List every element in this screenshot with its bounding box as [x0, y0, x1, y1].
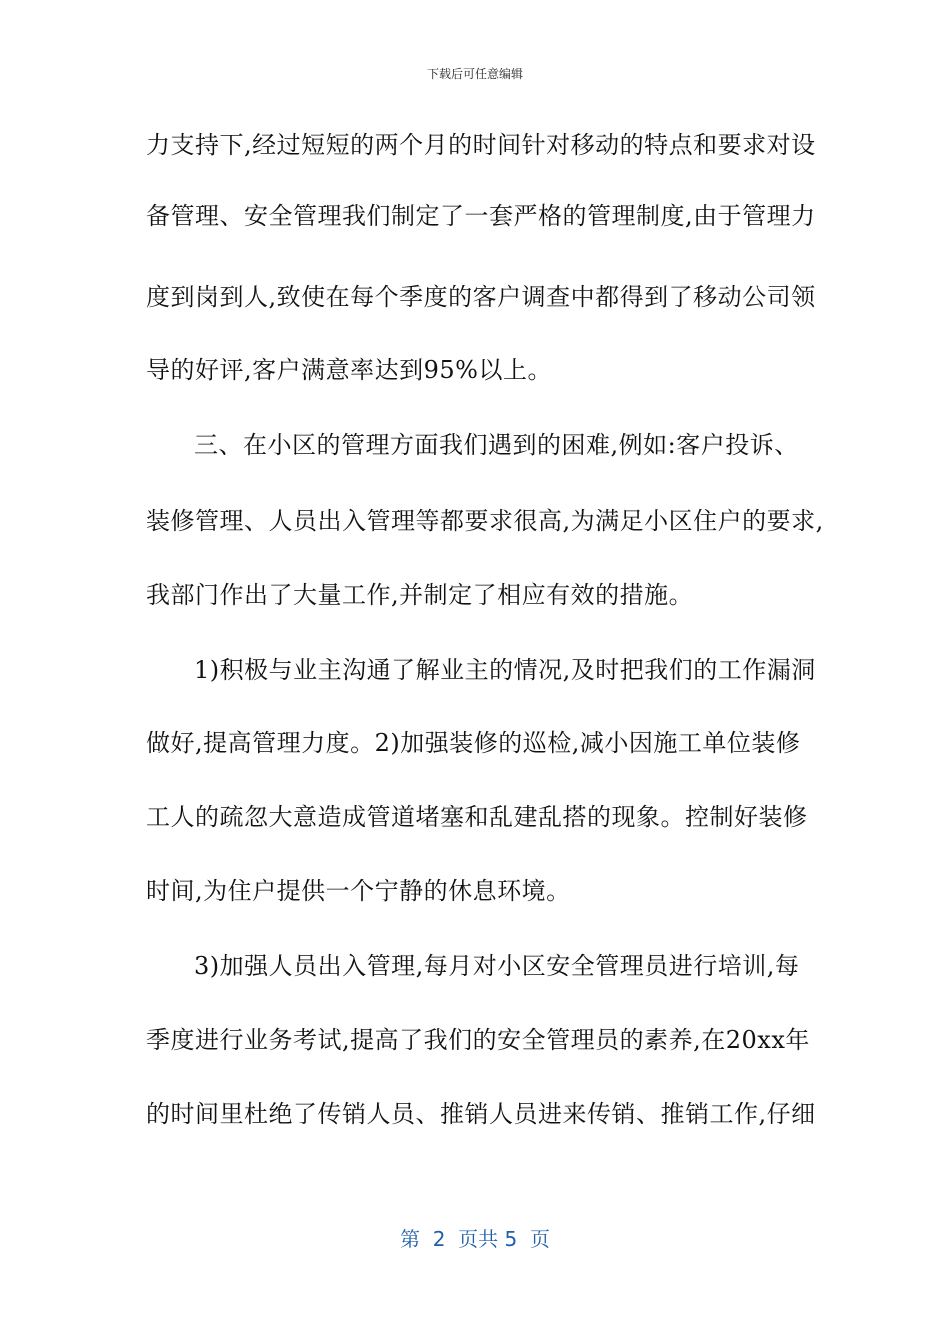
body-line-5: 三、在小区的管理方面我们遇到的困难,例如:客户投诉、 [194, 431, 799, 459]
body-line-14: 的时间里杜绝了传销人员、推销人员进来传销、推销工作,仔细 [146, 1100, 816, 1128]
body-line-3: 度到岗到人,致使在每个季度的客户调查中都得到了移动公司领 [146, 283, 816, 311]
body-line-1: 力支持下,经过短短的两个月的时间针对移动的特点和要求对设 [146, 131, 816, 159]
body-line-10: 工人的疏忽大意造成管道堵塞和乱建乱搭的现象。控制好装修 [146, 803, 808, 831]
body-line-12: 3)加强人员出入管理,每月对小区安全管理员进行培训,每 [194, 952, 800, 980]
body-line-7: 我部门作出了大量工作,并制定了相应有效的措施。 [146, 581, 694, 609]
body-line-8: 1)积极与业主沟通了解业主的情况,及时把我们的工作漏洞 [194, 656, 816, 684]
body-line-13: 季度进行业务考试,提高了我们的安全管理员的素养,在20xx年 [146, 1026, 810, 1054]
page-header: 下载后可任意编辑 [426, 67, 523, 81]
body-line-9: 做好,提高管理力度。2)加强装修的巡检,减小因施工单位装修 [146, 729, 801, 757]
body-line-11: 时间,为住户提供一个宁静的休息环境。 [146, 877, 571, 905]
body-line-4: 导的好评,客户满意率达到95%以上。 [146, 356, 552, 384]
body-line-6: 装修管理、人员出入管理等都要求很高,为满足小区住户的要求, [146, 507, 824, 535]
page-footer-pagination: 第 2 页共 5 页 [400, 1227, 550, 1251]
body-line-2: 备管理、安全管理我们制定了一套严格的管理制度,由于管理力 [146, 202, 816, 230]
